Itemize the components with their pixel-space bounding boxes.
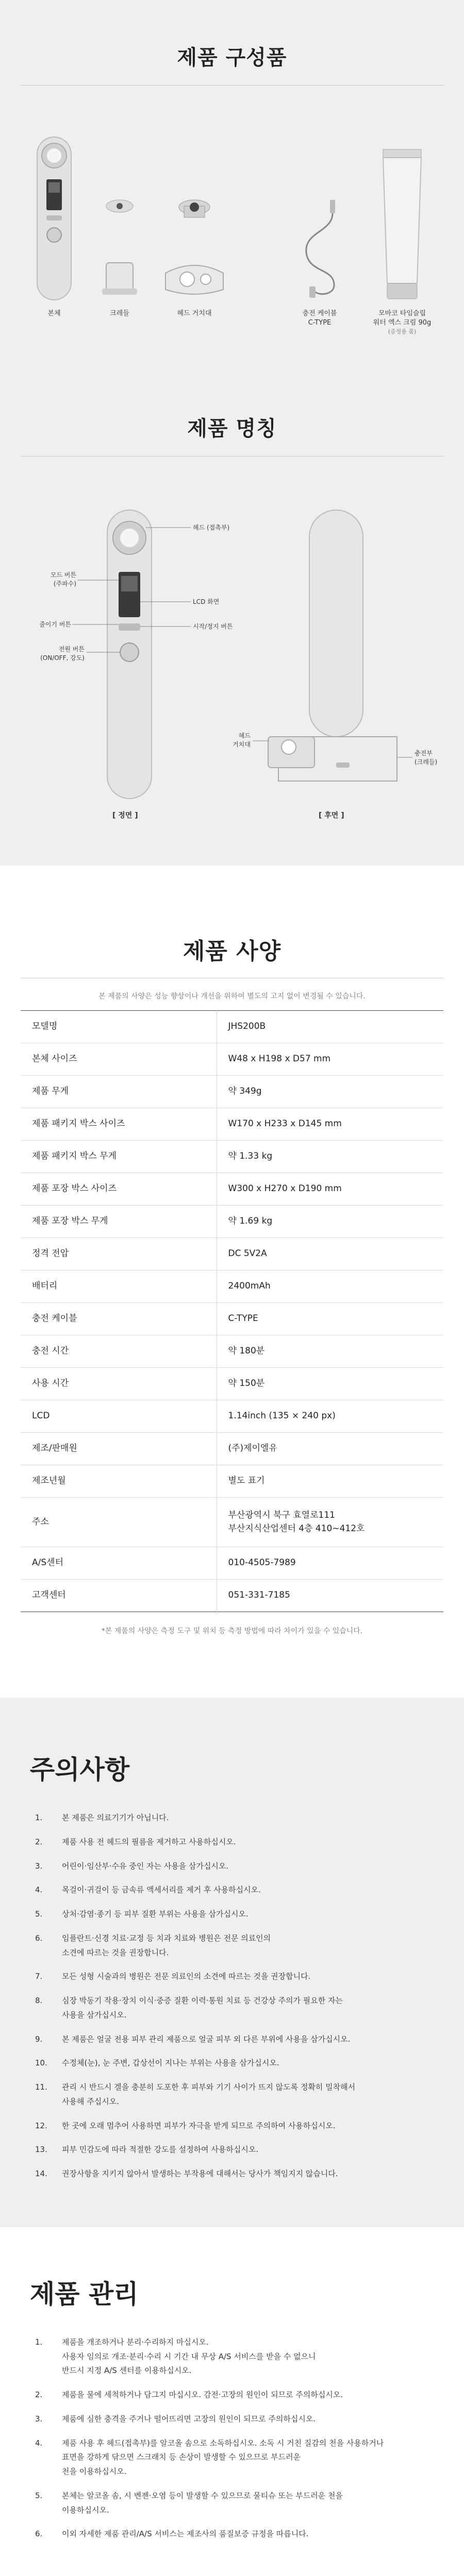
list-item-line: 상처·감염·종기 등 피부 질환 부위는 사용을 삼가십시오. xyxy=(62,1909,248,1919)
list-item-text xyxy=(62,2167,443,2181)
list-item-number: 2. xyxy=(35,1837,43,1846)
care-list xyxy=(30,2335,443,2541)
list-item-line: 표면을 강하게 닦으면 스크래치 등 손상이 발생할 수 있으므로 부드러운 xyxy=(62,2452,301,2462)
list-item-text xyxy=(62,2412,443,2427)
table-row xyxy=(21,1270,443,1303)
table-row xyxy=(21,1173,443,1206)
callout-head: 헤드 (접촉부) xyxy=(193,524,230,531)
list-item-line: 관리 시 반드시 겔을 충분히 도포한 후 피부와 기기 사이가 뜨지 않도록 정확히 밀착해서 xyxy=(62,2082,356,2092)
list-item-text xyxy=(62,2436,443,2479)
component-label-cable: 충전 케이블 C-TYPE xyxy=(302,310,337,327)
list-item xyxy=(30,1883,443,1897)
list-item-text xyxy=(62,1931,443,1960)
list-item-text xyxy=(62,2080,443,2109)
list-item xyxy=(30,2436,443,2479)
spec-key: 제품 패키지 박스 무게 xyxy=(21,1141,217,1173)
table-row xyxy=(21,1433,443,1465)
spec-value: C-TYPE xyxy=(217,1303,443,1335)
list-item-number: 1. xyxy=(35,1813,43,1822)
list-item-text xyxy=(62,2056,443,2071)
caution-list xyxy=(30,1811,443,2181)
list-item-text xyxy=(62,1970,443,1984)
list-item-number: 5. xyxy=(35,2490,43,2500)
list-item-text xyxy=(62,1859,443,1874)
list-item-number: 14. xyxy=(35,2169,47,2178)
list-item xyxy=(30,2388,443,2402)
list-item-number: 4. xyxy=(35,1885,43,1895)
list-item-line: 수정체(눈), 눈 주변, 갑상선이 지나는 부위는 사용을 삼가십시오. xyxy=(62,2058,279,2068)
list-item-line: 제품 사용 후 헤드(접촉부)를 알코올 솜으로 소독하십시오. 소독 시 거친 질감의 천을 사용하거나 xyxy=(62,2438,384,2448)
back-view-label: [ 후면 ] xyxy=(319,811,344,820)
table-row xyxy=(21,1465,443,1498)
spec-key: 충전 시간 xyxy=(21,1335,217,1368)
list-item-line: 이외 자세한 제품 관리/A/S 서비스는 제조사의 품질보증 규정을 따릅니다. xyxy=(62,2529,309,2539)
spec-key: 제품 무게 xyxy=(21,1076,217,1108)
components-row xyxy=(21,134,443,350)
callout-lcd: LCD 화면 xyxy=(193,598,220,605)
list-item-number: 3. xyxy=(35,2414,43,2424)
table-row xyxy=(21,1043,443,1076)
spec-value: 약 180분 xyxy=(217,1335,443,1368)
names-diagram xyxy=(0,495,464,845)
list-item xyxy=(30,2032,443,2047)
table-row xyxy=(21,1547,443,1580)
list-item-number: 5. xyxy=(35,1909,43,1919)
names-title: 제품 명칭 xyxy=(187,417,277,440)
component-sub-cream: (증정용 품) xyxy=(388,328,417,335)
list-item xyxy=(30,2056,443,2071)
front-view-label: [ 정면 ] xyxy=(112,811,138,820)
list-item-number: 9. xyxy=(35,2034,43,2044)
spec-key: 제품 패키지 박스 사이즈 xyxy=(21,1108,217,1141)
table-row xyxy=(21,1238,443,1270)
list-item-line: 제품을 개조하거나 분리·수리하지 마십시오. xyxy=(62,2337,209,2347)
spec-value: 별도 표기 xyxy=(217,1465,443,1498)
table-row xyxy=(21,1498,443,1547)
spec-value: 010-4505-7989 xyxy=(217,1547,443,1580)
list-item-text xyxy=(62,1994,443,2023)
care-title: 제품 관리 xyxy=(30,2279,139,2309)
spec-value: 2400mAh xyxy=(217,1270,443,1303)
list-item xyxy=(30,1859,443,1874)
list-item-number: 11. xyxy=(35,2082,47,2092)
table-row xyxy=(21,1011,443,1043)
list-item-line: 사용자 임의로 개조·분리·수리 시 기간 내 무상 A/S 서비스를 받을 수 없으니 xyxy=(62,2351,316,2361)
spec-key: 제품 포장 박스 사이즈 xyxy=(21,1173,217,1206)
table-row xyxy=(21,1303,443,1335)
spec-key: 제조/판매원 xyxy=(21,1433,217,1465)
list-item-line: 소견에 따르는 것을 권장합니다. xyxy=(62,1947,169,1957)
spec-key: A/S센터 xyxy=(21,1547,217,1580)
list-item xyxy=(30,1994,443,2023)
spec-value: DC 5V2A xyxy=(217,1238,443,1270)
spec-table xyxy=(21,1010,443,1612)
component-body xyxy=(21,134,88,318)
list-item xyxy=(30,2080,443,2109)
callout-down-button: 줄이기 버튼 xyxy=(39,621,71,628)
spec-key: 사용 시간 xyxy=(21,1368,217,1400)
spec-value: 1.14inch (135 × 240 px) xyxy=(217,1400,443,1433)
list-item-text xyxy=(62,1907,443,1922)
list-item xyxy=(30,1835,443,1850)
list-item-line: 어린이·임산부·수유 중인 자는 사용을 삼가십시오. xyxy=(62,1861,229,1871)
spec-value: 약 1.33 kg xyxy=(217,1141,443,1173)
list-item-number: 13. xyxy=(35,2145,47,2155)
caution-title: 주의사항 xyxy=(30,1755,130,1785)
device-body-image xyxy=(26,134,82,304)
list-item xyxy=(30,1931,443,1960)
spec-value xyxy=(217,1498,443,1547)
table-row xyxy=(21,1076,443,1108)
list-item-line: 사용을 삼가십시오. xyxy=(62,2010,127,2020)
list-item-text xyxy=(62,1835,443,1850)
spec-value: 약 1.69 kg xyxy=(217,1206,443,1238)
list-item-number: 8. xyxy=(35,1996,43,2005)
cradle-image xyxy=(94,196,145,304)
head-holder-image xyxy=(158,196,230,304)
caution-section xyxy=(0,1698,464,2227)
table-row xyxy=(21,1108,443,1141)
list-item-line: 반드시 지정 A/S 센터를 이용하십시오. xyxy=(62,2366,192,2376)
spec-key: 본체 사이즈 xyxy=(21,1043,217,1076)
spec-value: JHS200B xyxy=(217,1011,443,1043)
spec-value: W170 x H233 x D145 mm xyxy=(217,1108,443,1141)
spec-key: LCD xyxy=(21,1400,217,1433)
spec-key: 충전 케이블 xyxy=(21,1303,217,1335)
list-item-line: 제품에 심한 충격을 주거나 떨어뜨리면 고장의 원인이 되므로 주의하십시오. xyxy=(62,2414,316,2424)
list-item xyxy=(30,1811,443,1825)
list-item-number: 4. xyxy=(35,2438,43,2448)
care-section xyxy=(0,2227,464,2576)
list-item-line: 임플란트·신경 치료·교정 등 치과 치료와 병원은 전문 의료인의 xyxy=(62,1933,271,1943)
cable-image xyxy=(294,196,345,304)
callout-charge: 충전부 (크레들) xyxy=(415,750,438,766)
names-section xyxy=(0,371,464,866)
table-row xyxy=(21,1335,443,1368)
callout-power-button: 전원 버튼 (ON/OFF, 강도) xyxy=(40,646,85,662)
cream-tube-image xyxy=(374,144,430,304)
list-item-number: 12. xyxy=(35,2121,47,2130)
specs-section xyxy=(0,866,464,1698)
spec-value: 약 150분 xyxy=(217,1368,443,1400)
list-item-text xyxy=(62,2143,443,2157)
list-item-text xyxy=(62,2527,443,2541)
spec-key: 주소 xyxy=(21,1498,217,1547)
list-item-number: 7. xyxy=(35,1972,43,1981)
list-item xyxy=(30,2167,443,2181)
names-illustration xyxy=(0,495,464,845)
component-label-cream: 모바코 타임슬립 워터 엑스 크림 90g xyxy=(373,310,432,327)
list-item-text xyxy=(62,2489,443,2518)
spec-value: W300 x H270 x D190 mm xyxy=(217,1173,443,1206)
list-item xyxy=(30,1907,443,1922)
component-cable xyxy=(289,196,351,327)
list-item-number: 6. xyxy=(35,1933,43,1943)
components-title: 제품 구성품 xyxy=(177,46,287,70)
specs-footnote: *본 제품의 사양은 측정 도구 및 위치 등 측정 방법에 따라 차이가 있을 수 있습니다. xyxy=(101,1627,363,1635)
spec-key: 제조년월 xyxy=(21,1465,217,1498)
components-divider xyxy=(21,85,443,86)
table-row xyxy=(21,1400,443,1433)
list-item-line: 제품 사용 전 헤드의 필름을 제거하고 사용하십시오. xyxy=(62,1837,236,1846)
list-item-text xyxy=(62,2335,443,2378)
list-item-number: 3. xyxy=(35,1861,43,1871)
list-item xyxy=(30,2335,443,2378)
list-item-line: 본 제품은 의료기기가 아닙니다. xyxy=(62,1813,169,1822)
list-item-text xyxy=(62,2388,443,2402)
list-item-text xyxy=(62,2032,443,2047)
component-label-body: 본체 xyxy=(47,310,61,317)
spec-key: 고객센터 xyxy=(21,1580,217,1612)
spec-key: 제품 포장 박스 무게 xyxy=(21,1206,217,1238)
list-item-line: 사용해 주십시오. xyxy=(62,2096,119,2106)
callout-mode-button: 모드 버튼 (주파수) xyxy=(50,571,76,587)
list-item-line: 이용하십시오. xyxy=(62,2505,109,2515)
list-item-text xyxy=(62,2119,443,2133)
spec-key: 모델명 xyxy=(21,1011,217,1043)
list-item xyxy=(30,2412,443,2427)
list-item-line: 본 제품은 얼굴 전용 피부 관리 제품으로 얼굴 피부 외 다른 부위에 사용을 삼가십시오. xyxy=(62,2034,351,2044)
list-item-line: 한 곳에 오래 멈추어 사용하면 피부가 자극을 받게 되므로 주의하여 사용하십시오. xyxy=(62,2121,336,2130)
list-item xyxy=(30,2143,443,2157)
specs-note: 본 제품의 사양은 성능 향상이나 개선을 위하여 별도의 고지 없이 변경될 수 있습니다. xyxy=(98,992,366,1001)
components-section xyxy=(0,0,464,371)
spec-key: 정격 전압 xyxy=(21,1238,217,1270)
list-item-line: 모든 성형 시술과의 병원은 전문 의료인의 소견에 따르는 것을 권장합니다. xyxy=(62,1972,311,1981)
spec-value-line: 부산지식산업센터 4층 410~412호 xyxy=(228,1523,365,1534)
table-row xyxy=(21,1206,443,1238)
list-item-text xyxy=(62,1883,443,1897)
spec-key: 배터리 xyxy=(21,1270,217,1303)
component-head-holder xyxy=(156,196,233,318)
list-item xyxy=(30,2489,443,2518)
table-row xyxy=(21,1580,443,1612)
callout-head-holder: 헤드 거치대 xyxy=(233,732,251,748)
list-item-line: 제품을 물에 세척하거나 담그지 마십시오. 감전·고장의 원인이 되므로 주의하십시오. xyxy=(62,2390,343,2399)
list-item-line: 피부 민감도에 따라 적절한 강도를 설정하여 사용하십시오. xyxy=(62,2145,259,2155)
list-item-number: 6. xyxy=(35,2529,43,2539)
list-item-line: 권장사항을 지키지 않아서 발생하는 부작용에 대해서는 당사가 책임지지 않습니다. xyxy=(62,2169,338,2178)
spec-value: (주)제이엘유 xyxy=(217,1433,443,1465)
list-item xyxy=(30,2527,443,2541)
callout-start-stop: 시작/정지 버튼 xyxy=(193,623,233,630)
list-item-number: 2. xyxy=(35,2390,43,2399)
spec-value: W48 x H198 x D57 mm xyxy=(217,1043,443,1076)
specs-title: 제품 사양 xyxy=(183,938,281,964)
list-item-line: 심장 박동기 작용·장치 이식·중증 질환 이력·통원 치료 등 건강상 주의가 필요한 자는 xyxy=(62,1996,343,2005)
table-row xyxy=(21,1141,443,1173)
list-item xyxy=(30,1970,443,1984)
list-item-number: 10. xyxy=(35,2058,47,2068)
list-item xyxy=(30,2119,443,2133)
spec-value-line: 부산광역시 북구 효열로111 xyxy=(228,1510,335,1520)
table-row xyxy=(21,1368,443,1400)
component-label-head-holder: 헤드 거치대 xyxy=(177,310,212,317)
list-item-number: 1. xyxy=(35,2337,43,2347)
component-cream xyxy=(361,144,443,335)
list-item-text xyxy=(62,1811,443,1825)
list-item-line: 천을 이용하십시오. xyxy=(62,2467,127,2476)
spec-value: 약 349g xyxy=(217,1076,443,1108)
list-item-line: 본체는 알코올 솜, 시 벤젠·오염 등이 발생할 수 있으므로 물티슈 또는 부드러운 천을 xyxy=(62,2490,343,2500)
component-cradle xyxy=(89,196,151,318)
spec-value: 051-331-7185 xyxy=(228,1590,290,1601)
list-item-line: 목걸이·귀걸이 등 금속류 액세서리를 제거 후 사용하십시오. xyxy=(62,1885,261,1895)
component-label-cradle: 크레들 xyxy=(110,310,129,317)
